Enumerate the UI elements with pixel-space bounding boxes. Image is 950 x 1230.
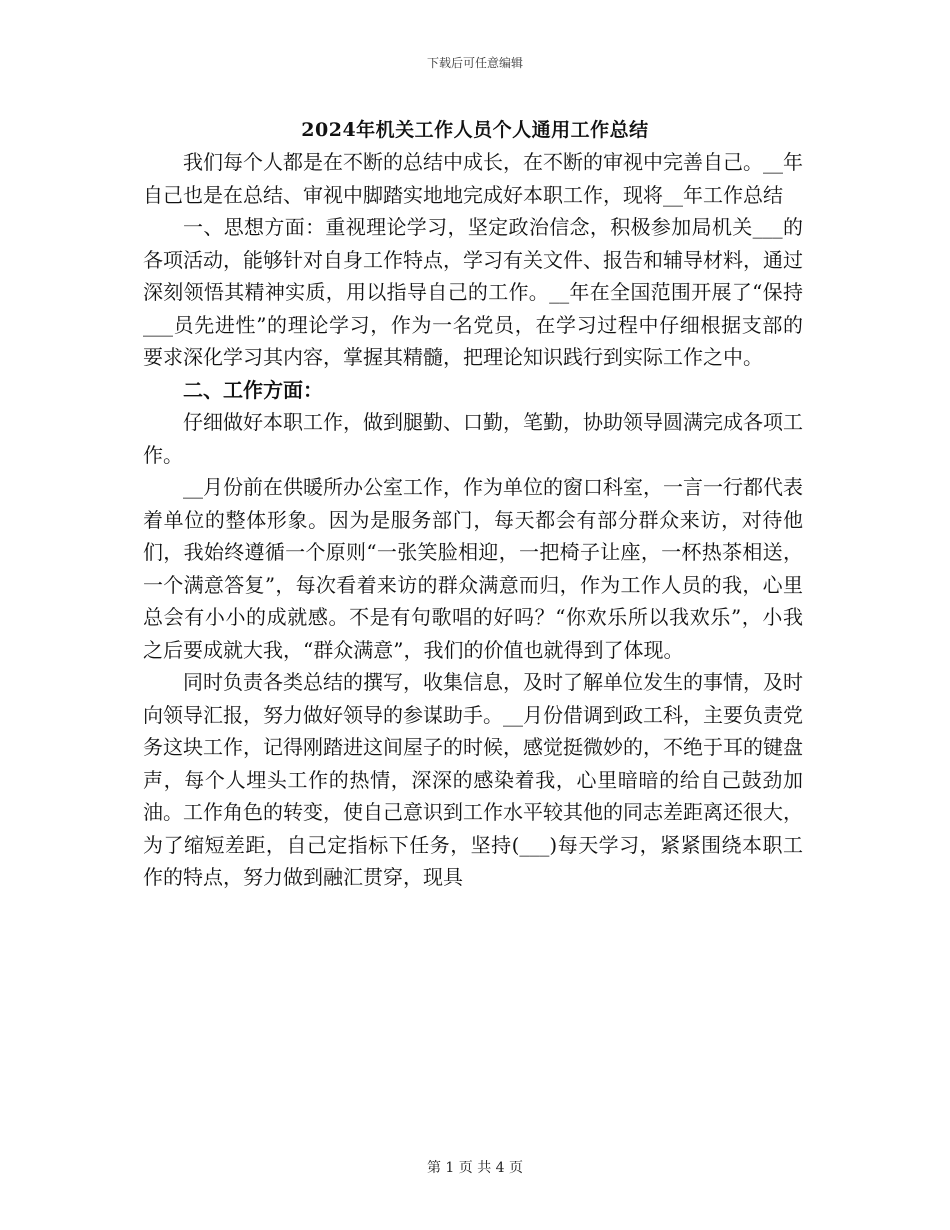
page-number: 第 1 页 共 4 页: [426, 1160, 524, 1176]
document-body: [143, 146, 803, 894]
section-heading-work: 二、工作方面：: [183, 377, 323, 402]
paragraph-ideology: 一、思想方面：重视理论学习，坚定政治信念，积极参加局机关___的各项活动，能够针对自身工作特点，学习有关文件、报告和辅导材料，通过深刻领悟其精神实质，用以指导自己的工作。__年在全国范围开展了“保持___员先进性”的理论学习，作为一名党员，在学习过程中仔细根据支部的要求深化学习其内容，掌握其精髓，把理论知识践行到实际工作之中。: [143, 215, 803, 369]
paragraph-summary-writing: 同时负责各类总结的撰写，收集信息，及时了解单位发生的事情，及时向领导汇报，努力做好领导的参谋助手。__月份借调到政工科，主要负责党务这块工作，记得刚踏进这间屋子的时候，感觉挺微妙的，不绝于耳的键盘声，每个人埋头工作的热情，深深的感染着我，心里暗暗的给自己鼓劲加油。工作角色的转变，使自己意识到工作水平较其他的同志差距离还很大，为了缩短差距，自己定指标下任务，坚持(___)每天学习，紧紧围绕本职工作的特点，努力做到融汇贯穿，现具: [143, 670, 803, 889]
paragraph-intro: 我们每个人都是在不断的总结中成长，在不断的审视中完善自己。__年自己也是在总结、审视中脚踏实地地完成好本职工作，现将__年工作总结: [143, 150, 803, 207]
document-title: 2024年机关工作人员个人通用工作总结: [301, 119, 649, 141]
paragraph-office-work: __月份前在供暖所办公室工作，作为单位的窗口科室，一言一行都代表着单位的整体形象。因为是服务部门，每天都会有部分群众来访，对待他们，我始终遵循一个原则“一张笑脸相迎，一把椅子让座，一杯热茶相送，一个满意答复”，每次看着来访的群众满意而归，作为工作人员的我，心里总会有小小的成就感。不是有句歌唱的好吗？“你欢乐所以我欢乐”，小我之后要成就大我，“群众满意”，我们的价值也就得到了体现。: [143, 475, 803, 662]
header-note: 下载后可任意编辑: [426, 56, 523, 70]
paragraph-duties: 仔细做好本职工作，做到腿勤、口勤，笔勤，协助领导圆满完成各项工作。: [143, 410, 803, 467]
